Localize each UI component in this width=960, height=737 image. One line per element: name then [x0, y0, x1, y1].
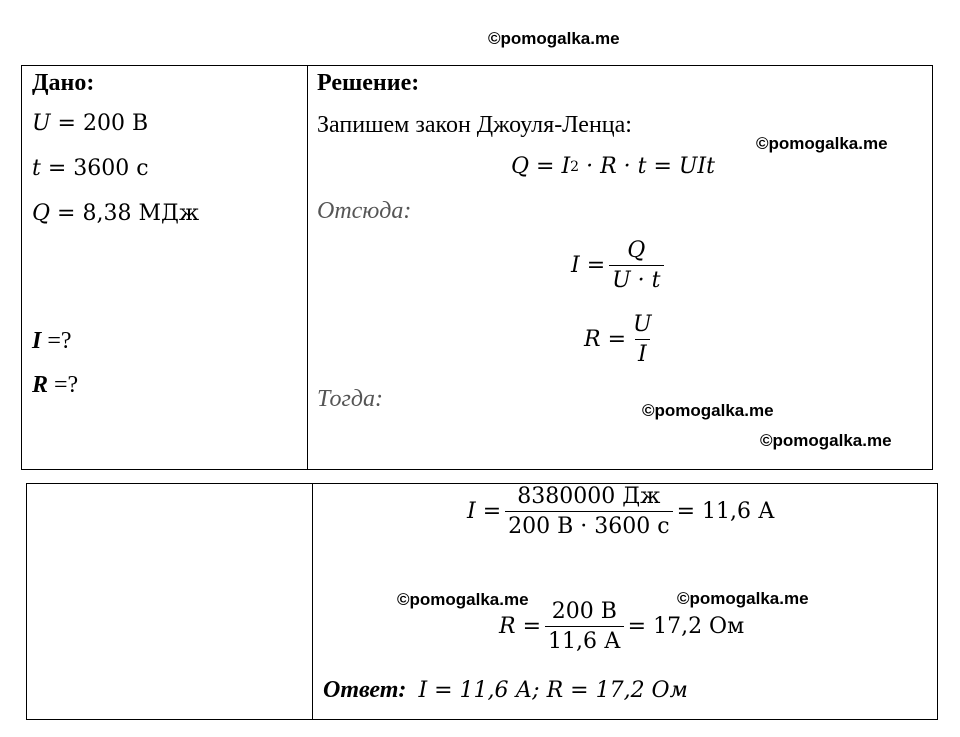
R-calc-fraction	[545, 599, 624, 654]
joule-lenz-law: Q = I 2 · R · t = UIt	[511, 154, 715, 179]
find-R	[32, 372, 78, 399]
I-calc-lhs: I	[467, 499, 476, 524]
hence-label: Отсюда:	[317, 198, 412, 224]
I-formula-lhs: I	[571, 253, 580, 278]
I-calc-result: = 11,6 А	[676, 499, 775, 524]
given-Q-symbol: Q	[32, 201, 51, 226]
watermark-right-1: ©pomogalka.me	[756, 134, 888, 153]
answer-label: Ответ:	[323, 677, 407, 703]
given-t: t = 3600 с	[32, 156, 149, 181]
watermark-mid-1: ©pomogalka.me	[642, 401, 774, 420]
I-calc-den: 200 В · 3600 с	[505, 511, 672, 539]
find-I	[32, 328, 72, 355]
law-I: I	[561, 154, 571, 179]
R-calc-den: 11,6 А	[545, 626, 624, 654]
given-heading: Дано:	[32, 70, 95, 96]
find-I-value: =?	[47, 328, 72, 354]
R-formula-lhs: R	[584, 327, 601, 352]
R-formula-fraction	[630, 312, 655, 367]
I-formula-fraction	[609, 238, 663, 293]
I-calc-fraction	[505, 484, 672, 539]
then-label: Тогда:	[317, 386, 383, 412]
watermark-top: ©pomogalka.me	[488, 29, 620, 48]
given-Q-value: 8,38 МДж	[82, 201, 200, 226]
given-Q: Q = 8,38 МДж	[32, 201, 200, 226]
I-calculation: I = $\frac{8380000 Дж}{200 В \cdot 3600 с}$ = 11,6 А	[467, 484, 775, 539]
I-formula-num: Q	[627, 238, 646, 263]
column-divider	[307, 66, 308, 469]
given-U-symbol: U	[32, 111, 51, 136]
given-t-symbol: t	[32, 156, 41, 181]
R-formula: R = $\frac{U}{I}$	[584, 312, 659, 367]
I-formula-den: U · t	[609, 265, 663, 293]
I-formula: I = $\frac{Q}{U \cdot t}$	[571, 238, 668, 293]
R-calc-lhs: R	[499, 614, 516, 639]
given-t-value: 3600 с	[73, 156, 149, 181]
R-calc-result: = 17,2 Ом	[627, 614, 745, 639]
top-table	[21, 65, 933, 470]
R-formula-den: I	[635, 339, 650, 367]
find-I-symbol: I	[32, 328, 42, 354]
solution-intro: Запишем закон Джоуля-Ленца:	[317, 112, 632, 138]
answer-text: I = 11,6 А; R = 17,2 Ом	[418, 678, 688, 703]
R-calc-num: 200 В	[551, 599, 617, 624]
given-U-value: 200 В	[82, 111, 149, 136]
watermark-lower-2: ©pomogalka.me	[677, 589, 809, 608]
law-rest: · R · t = UIt	[586, 154, 715, 179]
watermark-mid-2: ©pomogalka.me	[760, 431, 892, 450]
R-calculation: R = $\frac{200 В}{11,6 А}$ = 17,2 Ом	[499, 599, 745, 654]
given-U: U = 200 В	[32, 111, 149, 136]
column-divider-bottom	[312, 484, 313, 719]
law-Q: Q	[511, 154, 530, 179]
R-formula-num: U	[633, 312, 652, 337]
find-R-symbol: R	[32, 372, 49, 398]
I-calc-num: 8380000 Дж	[517, 484, 661, 509]
watermark-lower-1: ©pomogalka.me	[397, 590, 529, 609]
solution-heading: Решение:	[317, 70, 420, 96]
answer-line	[323, 677, 688, 704]
bottom-table	[26, 483, 938, 720]
law-exponent: 2	[570, 158, 580, 175]
find-R-value: =?	[54, 372, 79, 398]
